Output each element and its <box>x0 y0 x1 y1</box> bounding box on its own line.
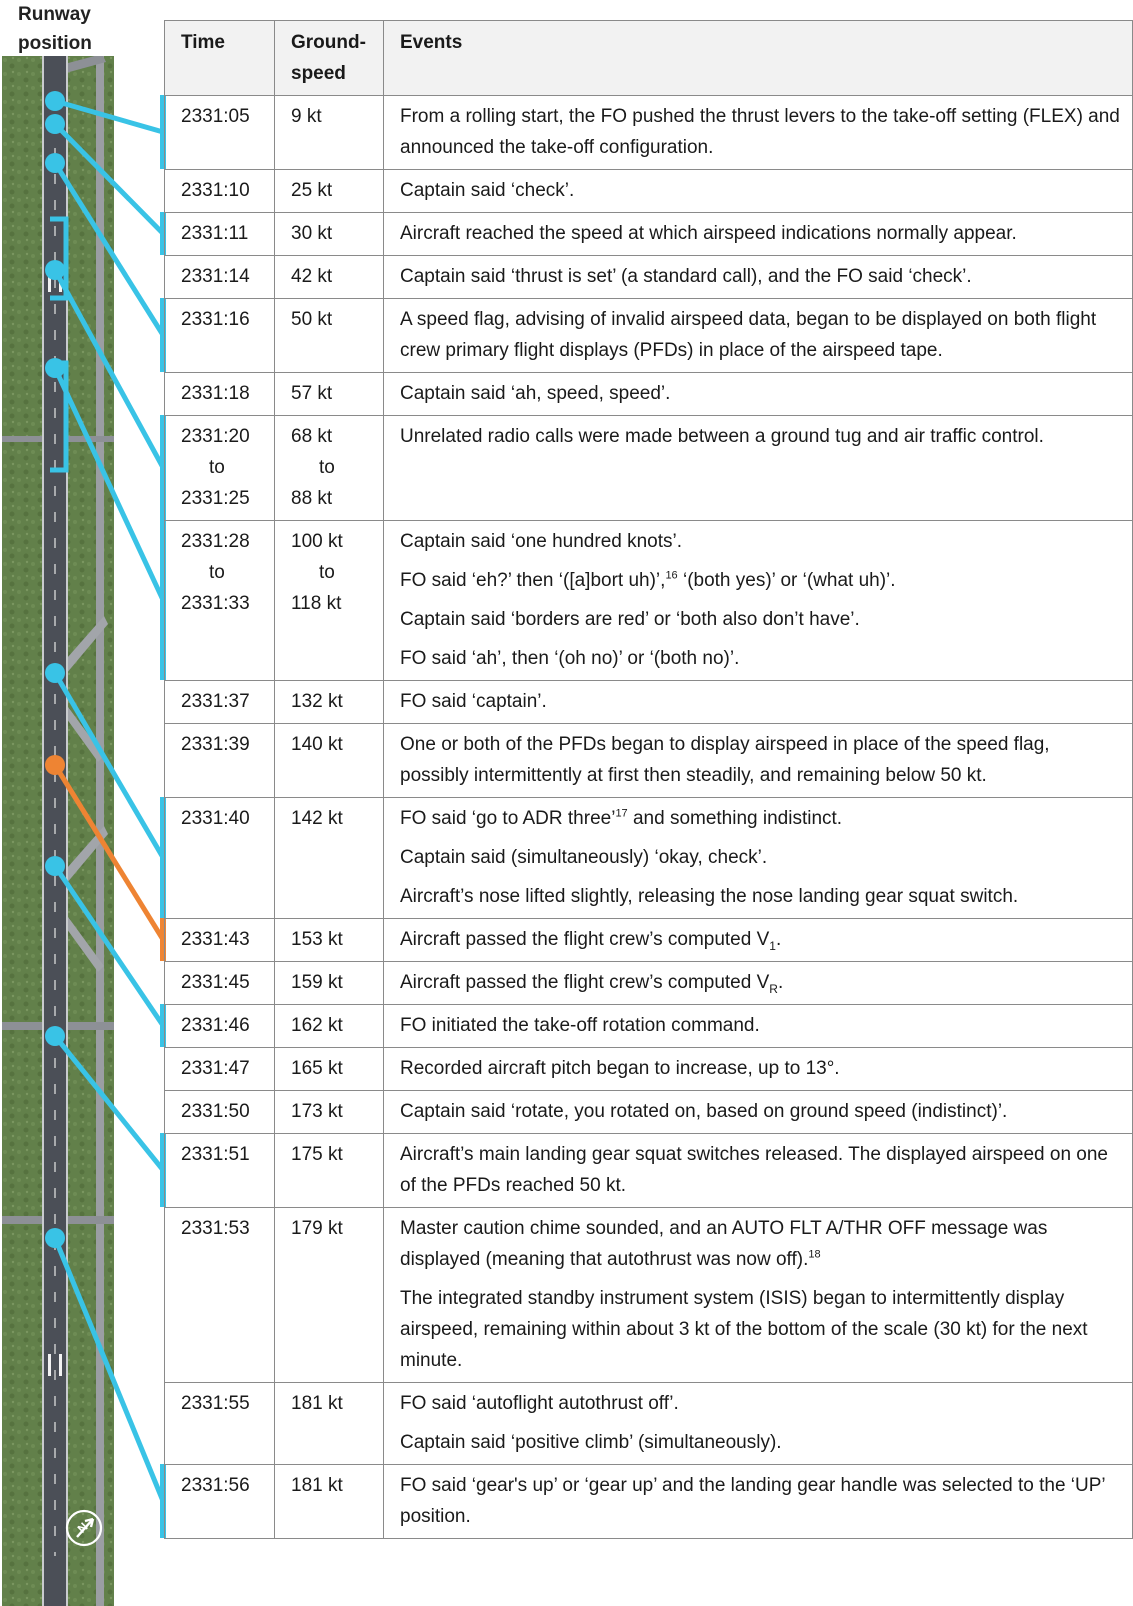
runway-position-dot <box>45 114 65 134</box>
event-text: Captain said ‘one hundred knots’. <box>400 531 683 552</box>
time-cell <box>165 962 275 1005</box>
table-row <box>165 962 1133 1005</box>
groundspeed-value: 181 kt <box>291 1393 343 1414</box>
time-cell <box>165 1091 275 1134</box>
events-cell <box>384 416 1133 521</box>
table-row <box>165 1134 1133 1208</box>
events-cell <box>384 1465 1133 1539</box>
runway-position-dot <box>45 663 65 683</box>
table-row <box>165 798 1133 919</box>
groundspeed-value: 42 kt <box>291 266 333 287</box>
groundspeed-cell <box>275 1048 384 1091</box>
events-cell <box>384 256 1133 299</box>
event-text: FO said ‘autoflight autothrust off’. <box>400 1393 679 1414</box>
groundspeed-value: 50 kt <box>291 309 333 330</box>
groundspeed-cell <box>275 256 384 299</box>
table-row <box>165 416 1133 521</box>
connector-line <box>55 673 163 858</box>
runway-position-dot <box>45 260 65 280</box>
time-cell <box>165 299 275 373</box>
table-row <box>165 919 1133 962</box>
events-cell <box>384 1091 1133 1134</box>
runway-title-line2: position <box>18 33 92 54</box>
time-value: 2331:43 <box>181 929 250 950</box>
groundspeed-value: 179 kt <box>291 1218 343 1239</box>
groundspeed-cell <box>275 919 384 962</box>
time-cell <box>165 416 275 521</box>
time-cell <box>165 919 275 962</box>
time-cell <box>165 213 275 256</box>
time-cell <box>165 681 275 724</box>
table-row <box>165 96 1133 170</box>
events-cell <box>384 96 1133 170</box>
time-value: 2331:16 <box>181 309 250 330</box>
events-cell <box>384 798 1133 919</box>
groundspeed-value: 25 kt <box>291 180 333 201</box>
groundspeed-value: 181 kt <box>291 1475 343 1496</box>
connector-line <box>55 124 163 234</box>
time-value: 2331:37 <box>181 691 250 712</box>
event-text: Master caution chime sounded, and an AUTO FLT A/THR OFF message was displayed (meaning that autothrust was now off).$^{18}$ <box>400 1218 1048 1270</box>
groundspeed-value: 140 kt <box>291 734 343 755</box>
time-value: 2331:55 <box>181 1393 250 1414</box>
groundspeed-value: 68 kt <box>291 426 333 447</box>
time-value: 2331:40 <box>181 808 250 829</box>
event-text: Captain said ‘borders are red’ or ‘both also don’t have’. <box>400 609 860 630</box>
table-row <box>165 1091 1133 1134</box>
time-cell <box>165 170 275 213</box>
time-cell <box>165 256 275 299</box>
groundspeed-cell <box>275 170 384 213</box>
groundspeed-cell <box>275 1208 384 1383</box>
table-row <box>165 681 1133 724</box>
time-value: 2331:05 <box>181 106 250 127</box>
time-cell <box>165 1134 275 1208</box>
time-value: 2331:14 <box>181 266 250 287</box>
table-row <box>165 256 1133 299</box>
table-row <box>165 373 1133 416</box>
event-text: Captain said (simultaneously) ‘okay, check’. <box>400 847 768 868</box>
groundspeed-cell <box>275 724 384 798</box>
time-cell <box>165 1048 275 1091</box>
time-value: 2331:47 <box>181 1058 250 1079</box>
time-value: 2331:11 <box>181 223 249 244</box>
event-text: Captain said ‘check’. <box>400 180 575 201</box>
events-cell <box>384 1005 1133 1048</box>
event-text: FO said ‘gear's up’ or ‘gear up’ and the landing gear handle was selected to the ‘UP’ position. <box>400 1475 1105 1527</box>
events-cell <box>384 213 1133 256</box>
event-text: Unrelated radio calls were made between a ground tug and air traffic control. <box>400 426 1044 447</box>
runway-title-line1: Runway <box>18 4 91 25</box>
events-cell <box>384 1048 1133 1091</box>
event-text: Aircraft reached the speed at which airspeed indications normally appear. <box>400 223 1017 244</box>
time-cell <box>165 96 275 170</box>
runway-position-dot <box>45 755 65 775</box>
time-value: 2331:33 <box>181 593 250 614</box>
event-text: FO said ‘eh?’ then ‘([a]bort uh)’,$^{16}$ ‘(both yes)’ or ‘(what uh)’. <box>400 569 896 591</box>
time-value: to <box>209 457 225 478</box>
time-value: 2331:56 <box>181 1475 250 1496</box>
time-value: 2331:28 <box>181 531 250 552</box>
runway-position-dot <box>45 153 65 173</box>
groundspeed-value: 173 kt <box>291 1101 343 1122</box>
groundspeed-cell <box>275 1005 384 1048</box>
event-text: From a rolling start, the FO pushed the thrust levers to the take-off setting (FLEX) and announced the take-off configuration. <box>400 106 1120 158</box>
runway-position-dot <box>45 91 65 111</box>
time-cell <box>165 724 275 798</box>
event-text: A speed flag, advising of invalid airspeed data, began to be displayed on both flight crew primary flight displays (PFDs) in place of the airspeed tape. <box>400 309 1097 361</box>
groundspeed-cell <box>275 1465 384 1539</box>
events-cell <box>384 962 1133 1005</box>
event-text: FO said ‘captain’. <box>400 691 547 712</box>
table-row <box>165 213 1133 256</box>
groundspeed-cell <box>275 521 384 681</box>
events-table <box>164 20 1133 1539</box>
groundspeed-value: 175 kt <box>291 1144 343 1165</box>
groundspeed-value: to <box>319 562 335 583</box>
connector-line <box>55 866 163 1026</box>
table-row <box>165 724 1133 798</box>
events-cell <box>384 919 1133 962</box>
header-groundspeed: Ground- speed <box>275 21 384 96</box>
table-row <box>165 299 1133 373</box>
event-text: Captain said ‘rotate, you rotated on, based on ground speed (indistinct)’. <box>400 1101 1008 1122</box>
time-cell <box>165 521 275 681</box>
time-value: 2331:20 <box>181 426 250 447</box>
event-text: One or both of the PFDs began to display airspeed in place of the speed flag, possibly intermittently at first then steadily, and remaining below 50 kt. <box>400 734 1050 786</box>
event-text: FO said ‘ah’, then ‘(oh no)’ or ‘(both no)’. <box>400 648 740 669</box>
groundspeed-value: 30 kt <box>291 223 333 244</box>
event-text: Aircraft passed the flight crew’s computed $V_R$. <box>400 972 784 996</box>
time-cell <box>165 1005 275 1048</box>
groundspeed-cell <box>275 681 384 724</box>
groundspeed-cell <box>275 373 384 416</box>
time-value: 2331:50 <box>181 1101 250 1122</box>
time-value: 2331:18 <box>181 383 250 404</box>
groundspeed-cell <box>275 96 384 170</box>
svg-text:N: N <box>74 1519 91 1536</box>
table-header-row <box>165 21 1133 96</box>
groundspeed-cell <box>275 798 384 919</box>
time-cell <box>165 373 275 416</box>
events-cell <box>384 521 1133 681</box>
time-value: 2331:39 <box>181 734 250 755</box>
groundspeed-value: 165 kt <box>291 1058 343 1079</box>
groundspeed-cell <box>275 416 384 521</box>
groundspeed-value: 57 kt <box>291 383 333 404</box>
groundspeed-cell <box>275 1091 384 1134</box>
event-text: Captain said ‘positive climb’ (simultaneously). <box>400 1432 782 1453</box>
event-text: Captain said ‘thrust is set’ (a standard call), and the FO said ‘check’. <box>400 266 972 287</box>
time-value: 2331:10 <box>181 180 250 201</box>
groundspeed-value: 159 kt <box>291 972 343 993</box>
events-cell <box>384 1208 1133 1383</box>
connector-line <box>55 1036 163 1170</box>
groundspeed-value: to <box>319 457 335 478</box>
events-cell <box>384 1383 1133 1465</box>
connector-line <box>55 270 163 468</box>
event-text: Aircraft passed the flight crew’s computed $V_1$. <box>400 929 782 953</box>
event-text: FO initiated the take-off rotation command. <box>400 1015 760 1036</box>
runway-position-dot <box>45 1228 65 1248</box>
event-text: Aircraft’s nose lifted slightly, releasing the nose landing gear squat switch. <box>400 886 1019 907</box>
runway-range-bracket <box>50 219 66 298</box>
groundspeed-cell <box>275 299 384 373</box>
time-cell <box>165 798 275 919</box>
time-value: 2331:46 <box>181 1015 250 1036</box>
runway-position-dot <box>45 856 65 876</box>
events-cell <box>384 170 1133 213</box>
time-cell <box>165 1383 275 1465</box>
event-text: Captain said ‘ah, speed, speed’. <box>400 383 671 404</box>
time-cell <box>165 1208 275 1383</box>
groundspeed-cell <box>275 1383 384 1465</box>
runway-position-dot <box>45 1026 65 1046</box>
table-row <box>165 170 1133 213</box>
groundspeed-value: 153 kt <box>291 929 343 950</box>
connector-line <box>55 368 163 600</box>
connector-line <box>55 101 163 132</box>
table-row <box>165 1048 1133 1091</box>
event-text: FO said ‘go to ADR three’$^{17}$ and something indistinct. <box>400 807 843 829</box>
time-value: 2331:51 <box>181 1144 250 1165</box>
event-text: Recorded aircraft pitch began to increase, up to 13°. <box>400 1058 840 1079</box>
events-cell <box>384 681 1133 724</box>
groundspeed-value: 9 kt <box>291 106 322 127</box>
time-value: to <box>209 562 225 583</box>
groundspeed-cell <box>275 962 384 1005</box>
event-text: Aircraft’s main landing gear squat switches released. The displayed airspeed on one of the PFDs reached 50 kt. <box>400 1144 1108 1196</box>
time-value: 2331:25 <box>181 488 250 509</box>
table-row <box>165 1005 1133 1048</box>
events-cell <box>384 299 1133 373</box>
events-cell <box>384 724 1133 798</box>
time-value: 2331:45 <box>181 972 250 993</box>
time-value: 2331:53 <box>181 1218 250 1239</box>
groundspeed-cell <box>275 1134 384 1208</box>
groundspeed-value: 100 kt <box>291 531 343 552</box>
groundspeed-value: 118 kt <box>291 593 342 614</box>
event-text: The integrated standby instrument system (ISIS) began to intermittently display airspeed, remaining within about 3 kt of the bottom of the scale (30 kt) for the next minute. <box>400 1288 1088 1371</box>
events-cell <box>384 373 1133 416</box>
connector-line <box>55 163 163 335</box>
table-row <box>165 1383 1133 1465</box>
table-row <box>165 1465 1133 1539</box>
header-events: Events <box>384 21 1133 96</box>
header-time: Time <box>165 21 275 96</box>
groundspeed-value: 142 kt <box>291 808 343 829</box>
table-row <box>165 1208 1133 1383</box>
connector-line <box>55 1238 163 1501</box>
groundspeed-value: 88 kt <box>291 488 333 509</box>
groundspeed-value: 132 kt <box>291 691 343 712</box>
event-connectors <box>0 0 170 1606</box>
time-cell <box>165 1465 275 1539</box>
connector-line <box>55 765 163 940</box>
events-cell <box>384 1134 1133 1208</box>
groundspeed-value: 162 kt <box>291 1015 343 1036</box>
table-row <box>165 521 1133 681</box>
groundspeed-cell <box>275 213 384 256</box>
